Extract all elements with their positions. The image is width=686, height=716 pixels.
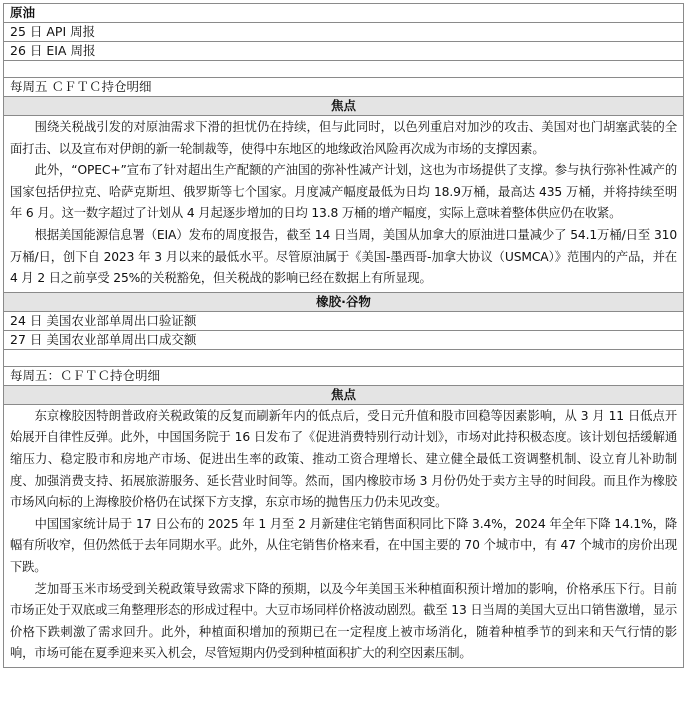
rubber-event-row bbox=[4, 311, 684, 330]
crude-paragraph: 根据美国能源信息署（EIA）发布的周度报告，截至 14 日当周，美国从加拿大的原油进口量减少了 54.1万桶/日至 310万桶/日，创下自 2023 年 3 月以来的最低水平。尽管原油属于《美国-墨西哥-加拿大协议（USMCA）》范围内的产品，并在 4 月 2 日之前享受 25%的关税豁免，但关税战的影响已经在数据上有所显现。 bbox=[10, 227, 677, 286]
crude-focus-title: 焦点 bbox=[4, 97, 684, 116]
crude-section-header-row bbox=[4, 4, 684, 23]
rubber-paragraph: 中国国家统计局于 17 日公布的 2025 年 1 月至 2 月新建住宅销售面积同比下降 3.4%，2024 年全年下降 14.1%，降幅有所收窄，但仍然低于去年同期水平。此外，从住宅销售价格来看，在中国主要的 70 个城市中，有 47 个城市的房价出现下跌。 bbox=[10, 516, 677, 574]
rubber-paragraph: 东京橡胶因特朗普政府关税政策的反复而刷新年内的低点后，受日元升值和股市回稳等因素影响，从 3 月 11 日低点开始展开自律性反弹。此外，中国国务院于 16 日发布了《促进消费特别行动计划》，市场对此持积极态度。该计划包括缓解通缩压力、稳定股市和房地产市场、促进出生率的政策、推动工资合理增长、建立健全最低工资调整机制、设立育儿补助制度、加强消费支持、拓展旅游服务、延长营业时间等。然而，国内橡胶市场 3 月份仍处于卖方主导的时间段。而且作为橡胶市场风向标的上海橡胶价格仍在试探下方支撑，东京市场的抛售压力仍未见改变。 bbox=[10, 408, 677, 510]
rubber-focus-header-row bbox=[4, 385, 684, 404]
rubber-focus-body-row bbox=[4, 404, 684, 667]
blank-cell bbox=[4, 349, 684, 366]
crude-cftc-text: 每周五 ＣＦＴＣ持仓明细 bbox=[4, 78, 684, 97]
rubber-section-title: 橡胶·谷物 bbox=[4, 292, 684, 311]
rubber-focus-body bbox=[4, 404, 684, 667]
crude-paragraph: 围绕关税战引发的对原油需求下滑的担忧仍在持续，但与此同时，以色列重启对加沙的攻击、美国对也门胡塞武装的全面打击、以及宣布对伊朗的新一轮制裁等，使得中东地区的地缘政治风险再次成为市场的支撑因素。 bbox=[10, 120, 677, 156]
rubber-focus-title: 焦点 bbox=[4, 385, 684, 404]
market-calendar-table bbox=[3, 3, 684, 668]
rubber-event-inspections: 24 日 美国农业部单周出口验证额 bbox=[4, 311, 684, 330]
rubber-cftc-row bbox=[4, 366, 684, 385]
crude-event-api: 25 日 API 周报 bbox=[4, 23, 684, 42]
rubber-paragraph: 芝加哥玉米市场受到关税政策导致需求下降的预期，以及今年美国玉米种植面积预计增加的影响，价格承压下行。目前市场正处于双底或三角整理形态的形成过程中。大豆市场同样价格波动剧烈。截至 13 日当周的美国大豆出口销售激增，显示价格下跌刺激了需求回升。此外，种植面积增加的预期已在一定程度上被市场消化，随着种植季节的到来和天气行情的影响，市场可能在夏季迎来买入机会，尽管短期内仍受到种植面积扩大的利空因素压制。 bbox=[10, 581, 677, 661]
crude-event-eia: 26 日 EIA 周报 bbox=[4, 42, 684, 61]
crude-focus-body bbox=[4, 116, 684, 293]
rubber-blank-row bbox=[4, 349, 684, 366]
crude-paragraph: 此外，“OPEC+”宣布了针对超出生产配额的产油国的弥补性减产计划，这也为市场提供了支撑。参与执行弥补性减产的国家包括伊拉克、哈萨克斯坦、俄罗斯等七个国家。月度减产幅度最低为日均 18.9万桶，最高达 435 万桶，并将持续至明年 6 月。这一数字超过了计划从 4 月起逐步增加的日均 13.8 万桶的增产幅度，实际上意味着整体供应仍在收紧。 bbox=[10, 163, 677, 221]
blank-cell bbox=[4, 61, 684, 78]
crude-event-row bbox=[4, 23, 684, 42]
crude-focus-body-row bbox=[4, 116, 684, 293]
rubber-event-row bbox=[4, 330, 684, 349]
rubber-event-sales: 27 日 美国农业部单周出口成交额 bbox=[4, 330, 684, 349]
rubber-cftc-text: 每周五：ＣＦＴＣ持仓明细 bbox=[4, 366, 684, 385]
crude-cftc-row bbox=[4, 78, 684, 97]
crude-focus-header-row bbox=[4, 97, 684, 116]
crude-blank-row bbox=[4, 61, 684, 78]
crude-event-row bbox=[4, 42, 684, 61]
crude-section-title: 原油 bbox=[4, 4, 684, 23]
rubber-section-header-row bbox=[4, 292, 684, 311]
